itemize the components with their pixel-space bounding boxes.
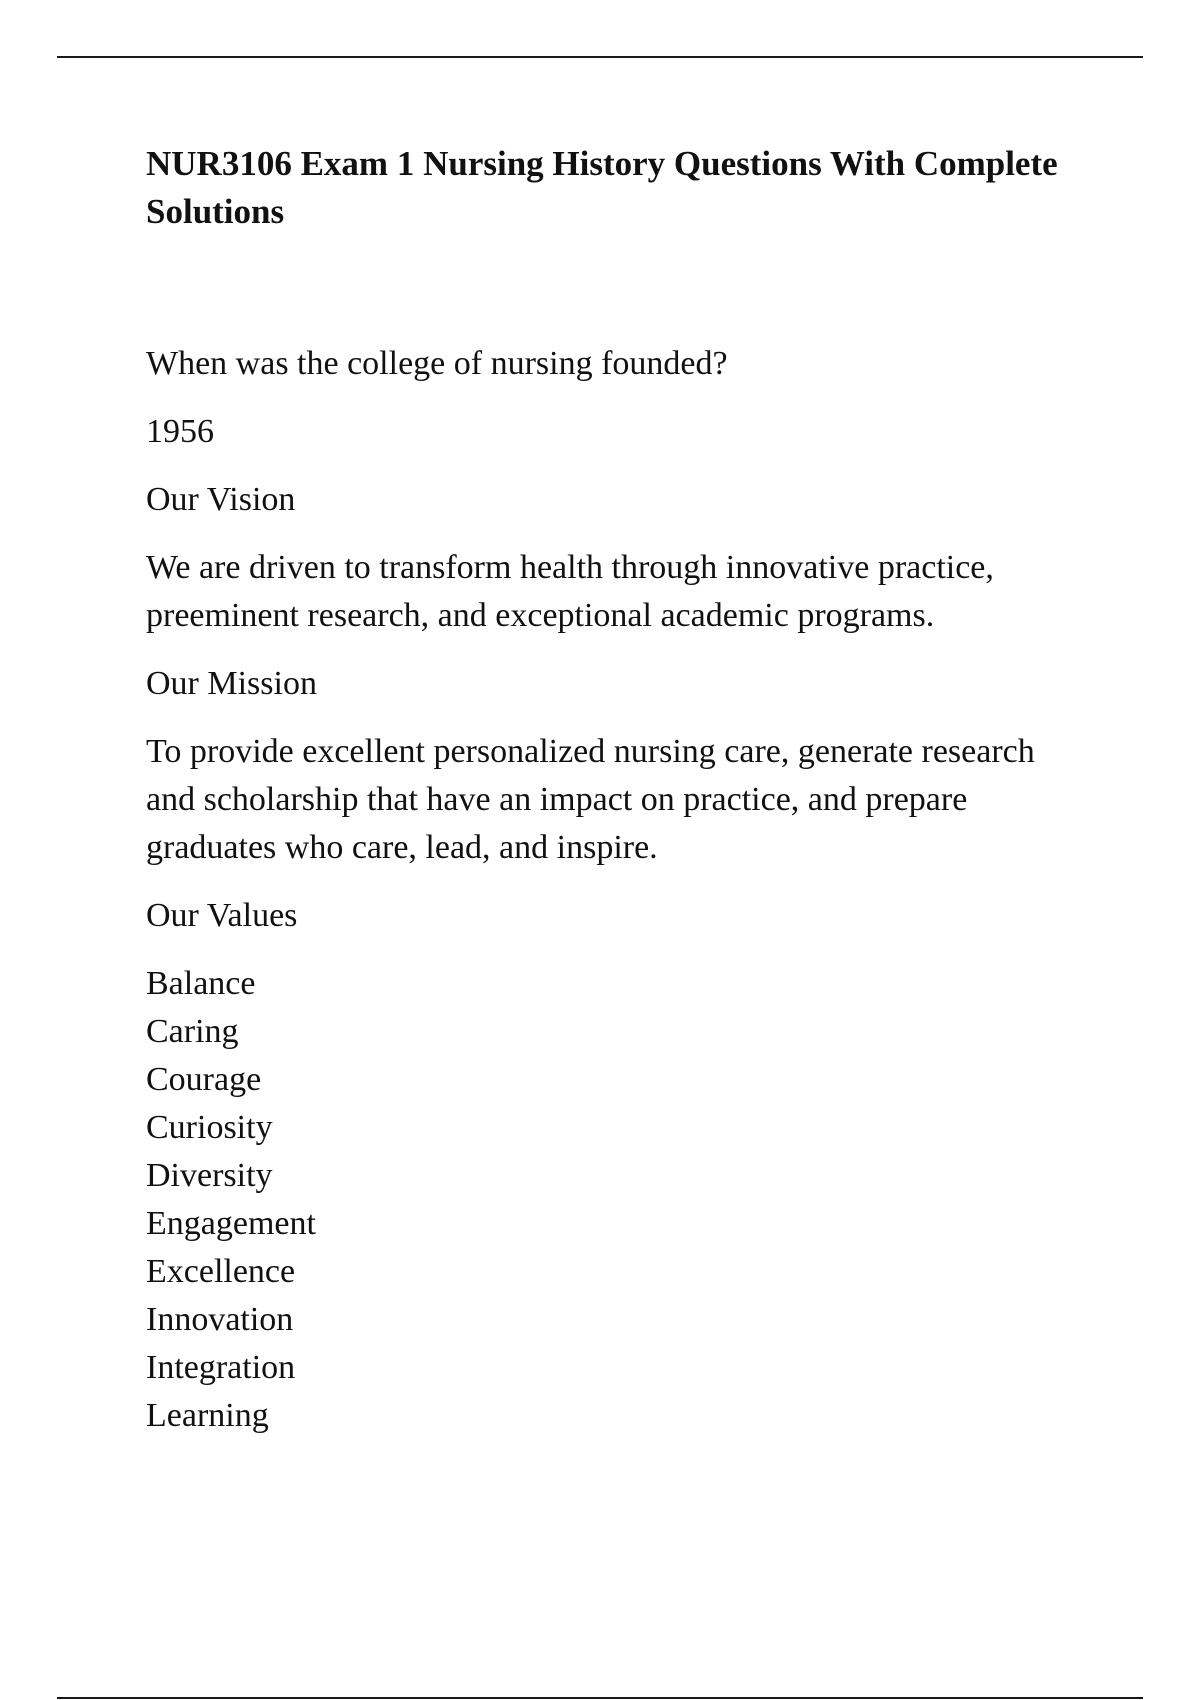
values-list	[146, 960, 1086, 1440]
value-item: Engagement	[146, 1205, 316, 1242]
value-item: Learning	[146, 1397, 269, 1434]
values-heading: Our Values	[146, 897, 298, 934]
value-item: Innovation	[146, 1301, 294, 1338]
page-content	[146, 140, 1086, 1440]
value-item: Curiosity	[146, 1109, 273, 1146]
value-item: Courage	[146, 1061, 262, 1098]
question-text: When was the college of nursing founded?	[146, 345, 728, 382]
value-item: Caring	[146, 1013, 239, 1050]
value-item: Excellence	[146, 1253, 296, 1290]
mission-heading: Our Mission	[146, 665, 317, 702]
answer-text: 1956	[146, 413, 214, 450]
vision-heading: Our Vision	[146, 481, 296, 518]
value-item: Integration	[146, 1349, 296, 1386]
value-item: Diversity	[146, 1157, 273, 1194]
top-divider	[57, 56, 1143, 58]
document-title: NUR3106 Exam 1 Nursing History Questions With Complete Solutions	[146, 144, 1058, 231]
bottom-divider	[57, 1697, 1143, 1699]
mission-text: To provide excellent personalized nursing care, generate research and scholarship that have an impact on practice, and prepare graduates who care, lead, and inspire.	[146, 733, 1035, 866]
vision-text: We are driven to transform health through innovative practice, preeminent research, and exceptional academic programs.	[146, 549, 994, 634]
value-item: Balance	[146, 965, 256, 1002]
